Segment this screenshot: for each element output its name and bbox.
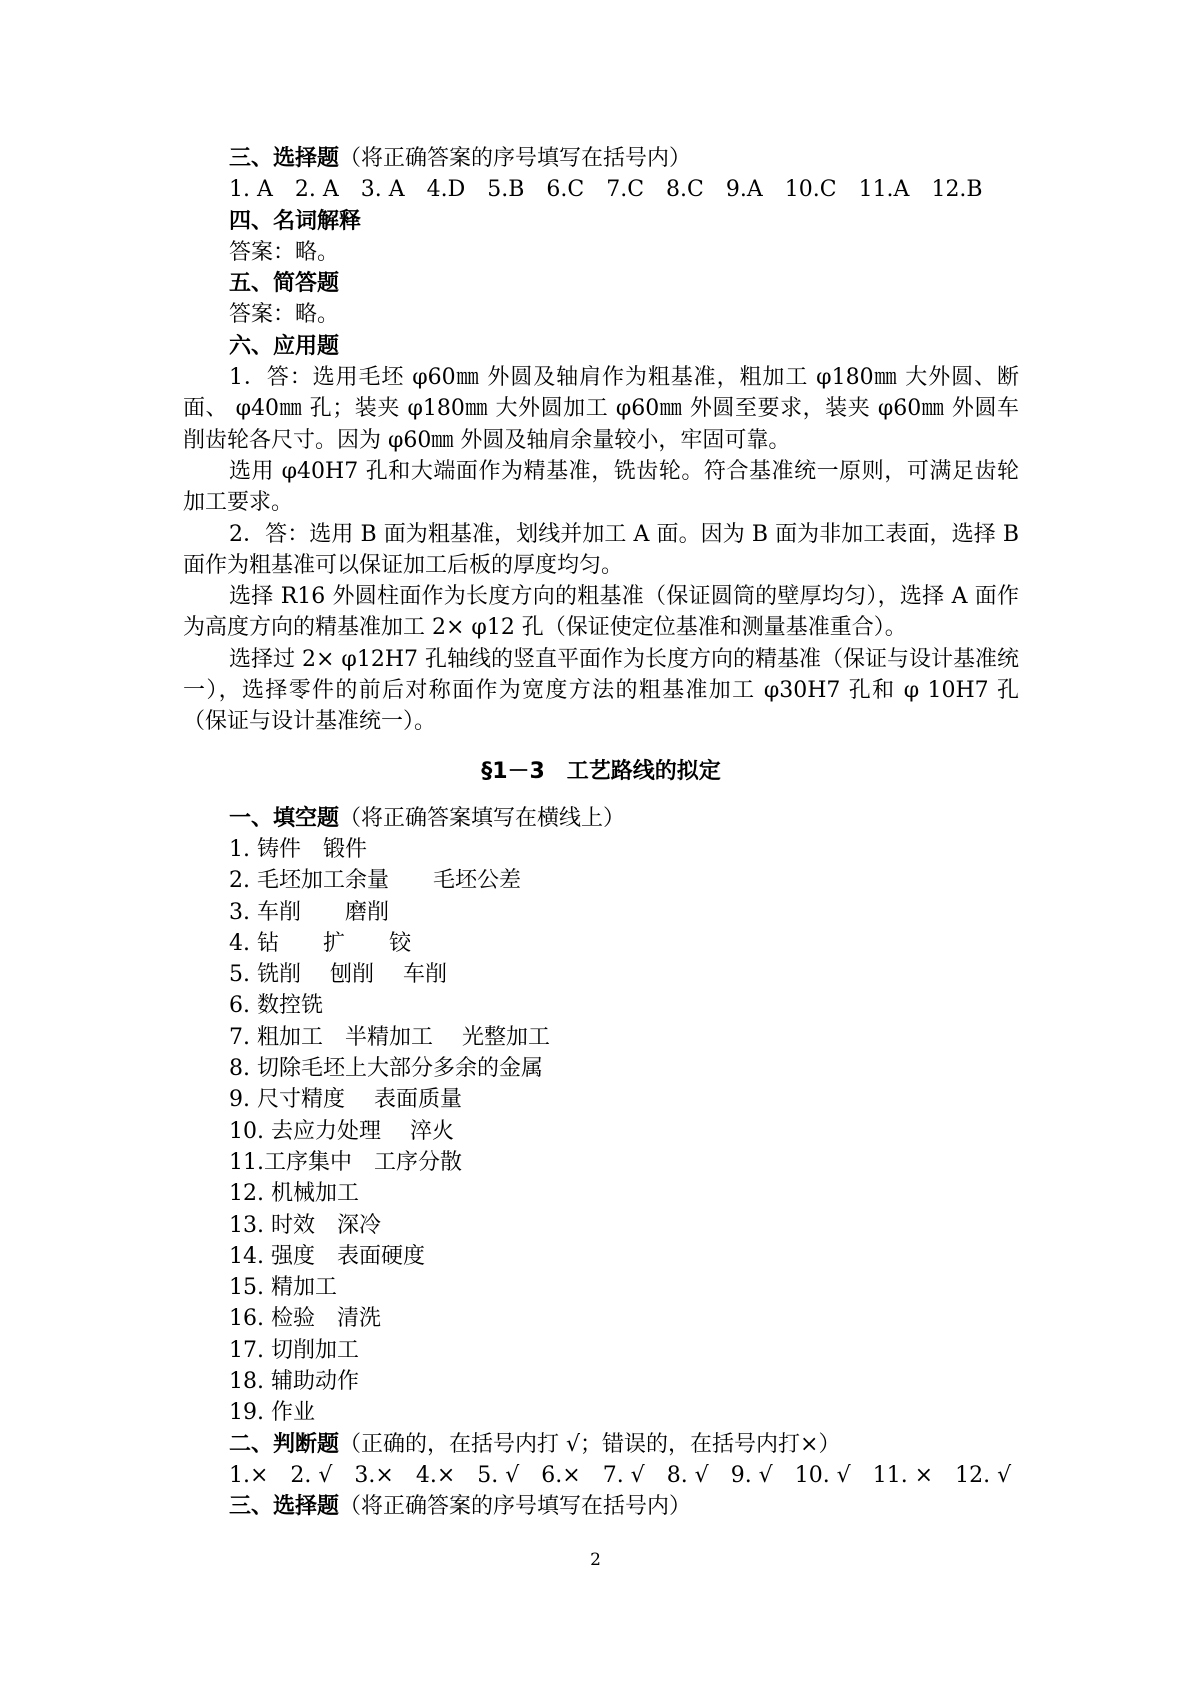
terms-answer: 答案：略。 [229, 239, 340, 265]
terms-heading: 四、名词解释 [229, 208, 362, 234]
list-item: 16. 检验 清洗 [229, 1306, 381, 1332]
list-item: 14. 强度 表面硬度 [229, 1243, 425, 1269]
application-heading: 六、应用题 [229, 333, 340, 359]
list-item: 3. 车削 磨削 [229, 899, 389, 925]
fill-heading: 一、填空题（将正确答案填写在横线上） [229, 805, 626, 831]
document-body [183, 143, 1019, 1522]
application-paragraph-4: 选择 R16 外圆柱面作为长度方向的粗基准（保证圆筒的壁厚均匀），选择 A 面作为高度方向的精基准加工 2× φ12 孔（保证使定位基准和测量基准重合）。 [183, 584, 1019, 641]
list-item: 11.工序集中 工序分散 [229, 1149, 462, 1175]
list-item: 12. 机械加工 [229, 1181, 359, 1207]
page-number: 2 [590, 1550, 601, 1570]
choice-heading-2: 三、选择题（将正确答案的序号填写在括号内） [229, 1494, 692, 1520]
short-answer-answer: 答案：略。 [229, 302, 340, 328]
application-paragraph-2: 选用 φ40H7 孔和大端面作为精基准，铣齿轮。符合基准统一原则，可满足齿轮加工要求。 [183, 458, 1019, 516]
judge-answers: 1.× 2. √ 3.× 4.× 5. √ 6.× 7. √ 8. √ 9. √ 10. √ 11. × 12. √ [229, 1462, 1012, 1488]
list-item: 7. 粗加工 半精加工 光整加工 [229, 1024, 550, 1050]
fill-answer-list [183, 834, 1019, 1429]
list-item: 15. 精加工 [229, 1275, 337, 1301]
application-paragraph-3: 2．答：选用 B 面为粗基准，划线并加工 A 面。因为 B 面为非加工表面，选择 B 面作为粗基准可以保证加工后板的厚度均匀。 [183, 521, 1019, 578]
list-item: 6. 数控铣 [229, 993, 323, 1019]
list-item: 4. 钻 扩 铰 [229, 930, 411, 956]
list-item: 1. 铸件 锻件 [229, 836, 367, 862]
list-item: 10. 去应力处理 淬火 [229, 1118, 454, 1144]
judge-heading: 二、判断题（正确的，在括号内打 √；错误的，在括号内打×） [229, 1431, 841, 1457]
choice-heading: 三、选择题（将正确答案的序号填写在括号内） [229, 146, 692, 171]
list-item: 19. 作业 [229, 1400, 315, 1426]
choice-answers: 1. A 2. A 3. A 4.D 5.B 6.C 7.C 8.C 9.A 10.C 11.A 12.B [229, 177, 983, 203]
short-answer-heading: 五、简答题 [229, 271, 340, 297]
list-item: 17. 切削加工 [229, 1337, 359, 1363]
list-item: 5. 铣削 刨削 车削 [229, 962, 447, 988]
list-item: 9. 尺寸精度 表面质量 [229, 1087, 462, 1113]
section-title: §1－3 工艺路线的拟定 [481, 758, 721, 784]
list-item: 8. 切除毛坯上大部分多余的金属 [229, 1056, 543, 1082]
list-item: 2. 毛坯加工余量 毛坯公差 [229, 868, 521, 894]
list-item: 18. 辅助动作 [229, 1368, 359, 1394]
application-paragraph-1: 1．答：选用毛坯 φ60㎜ 外圆及轴肩作为粗基准，粗加工 φ180㎜ 大外圆、断面、 φ40㎜ 孔；装夹 φ180㎜ 大外圆加工 φ60㎜ 外圆至要求，装夹 φ60㎜ 外圆车削齿轮各尺寸。因为 φ60㎜ 外圆及轴肩余量较小，牢固可靠。 [183, 365, 1019, 453]
application-paragraph-5: 选择过 2× φ12H7 孔轴线的竖直平面作为长度方向的精基准（保证与设计基准统一），选择零件的前后对称面作为宽度方法的粗基准加工 φ30H7 孔和 φ 10H7 孔（保证与设计基准统一）。 [183, 646, 1019, 735]
list-item: 13. 时效 深冷 [229, 1212, 381, 1238]
